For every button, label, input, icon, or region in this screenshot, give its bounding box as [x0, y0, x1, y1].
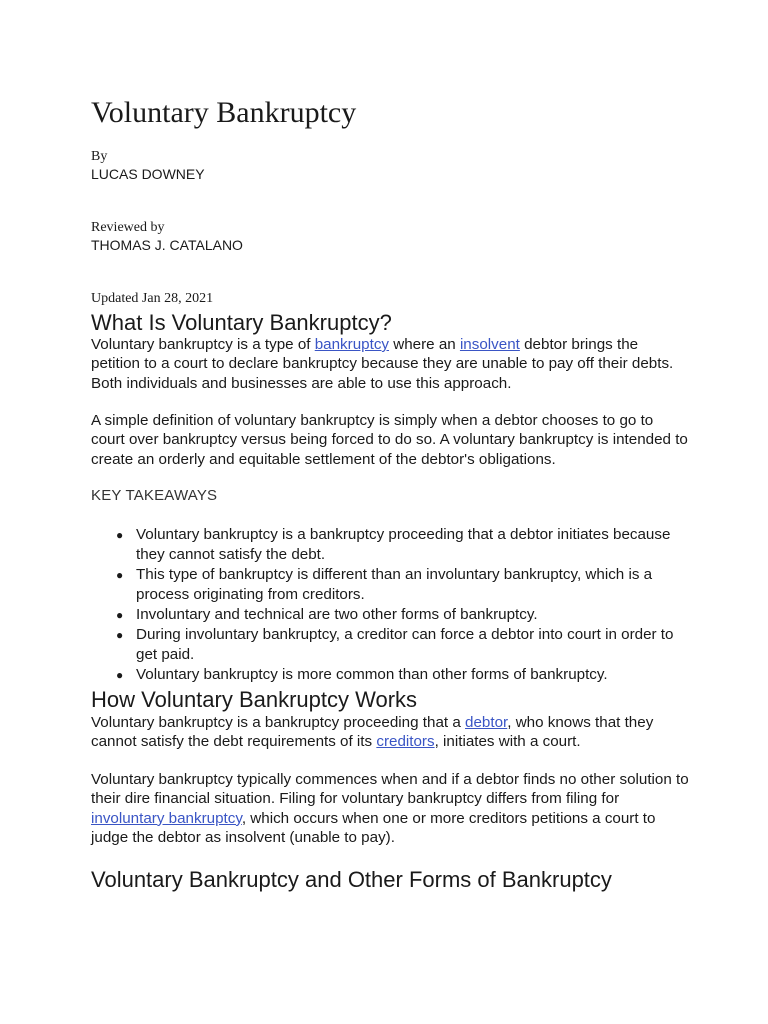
paragraph-text: debtor brings the petition to a court to declare bankruptcy because they are unable to pay off their debts. Both individuals and businesses are able to use this approach. [91, 336, 674, 392]
paragraph-text: Voluntary bankruptcy is a bankruptcy proceeding that a [91, 714, 466, 731]
list-item-text: During involuntary bankruptcy, a creditor can force a debtor into court in order to get paid. [136, 626, 674, 663]
reviewed-label: Reviewed by [91, 220, 165, 235]
author-name: LUCAS DOWNEY [91, 166, 205, 182]
paragraph-commencement [91, 770, 691, 847]
bullet-icon: ● [116, 628, 124, 642]
list-item [116, 625, 696, 665]
list-item [116, 565, 696, 605]
link-bankruptcy[interactable]: bankruptcy [314, 336, 390, 353]
list-item [116, 525, 696, 565]
page-title: Voluntary Bankruptcy [91, 96, 357, 129]
list-item-text: Involuntary and technical are two other forms of bankruptcy. [136, 606, 538, 623]
paragraph-text: , initiates with a court. [434, 733, 581, 751]
bullet-icon: ● [116, 568, 124, 582]
reviewer-name: THOMAS J. CATALANO [91, 237, 243, 253]
link-insolvent[interactable]: insolvent [459, 336, 520, 353]
paragraph-text: Voluntary bankruptcy typically commences when and if a debtor finds no other solution to their dire financial situation. Filing for voluntary bankruptcy differs from filing for [91, 771, 689, 808]
paragraph-text: where an [389, 336, 460, 353]
bullet-icon: ● [116, 668, 124, 682]
paragraph-text: , which occurs when one or more creditors petitions a court to judge the debtor as insolvent (unable to pay). [91, 809, 656, 846]
list-item-text: This type of bankruptcy is different than an involuntary bankruptcy, which is a process originating from creditors. [136, 566, 653, 603]
bullet-icon: ● [116, 608, 124, 622]
key-takeaways-list [91, 525, 696, 685]
list-item-text: Voluntary bankruptcy is a bankruptcy proceeding that a debtor initiates because they cannot satisfy the debt. [136, 526, 671, 563]
list-item [116, 665, 696, 685]
paragraph-how-it-works [91, 713, 691, 752]
section-heading-how-it-works: How Voluntary Bankruptcy Works [91, 687, 418, 712]
paragraph-definition [91, 335, 691, 393]
updated-date: Updated Jan 28, 2021 [91, 291, 214, 306]
link-debtor[interactable]: debtor [465, 714, 508, 731]
paragraph-text: Voluntary bankruptcy is a type of [91, 336, 315, 353]
byline-label: By [91, 149, 108, 164]
paragraph-simple-definition: A simple definition of voluntary bankruptcy is simply when a debtor chooses to go to court over bankruptcy versus being forced to do so. A voluntary bankruptcy is intended to create an orderly and equitable settlement of the debtor's obligations. [91, 412, 688, 468]
section-heading-other-forms: Voluntary Bankruptcy and Other Forms of Bankruptcy [91, 867, 612, 892]
link-creditors[interactable]: creditors [376, 733, 435, 751]
list-item-text: Voluntary bankruptcy is more common than other forms of bankruptcy. [136, 666, 608, 683]
key-takeaways-label: KEY TAKEAWAYS [91, 487, 218, 504]
paragraph-text: , who knows that they cannot satisfy the debt requirements of its [91, 714, 654, 751]
bullet-icon: ● [116, 528, 124, 542]
section-heading-what-is: What Is Voluntary Bankruptcy? [91, 310, 392, 335]
link-involuntary-bankruptcy[interactable]: involuntary bankruptcy [91, 809, 242, 827]
list-item [116, 605, 696, 625]
